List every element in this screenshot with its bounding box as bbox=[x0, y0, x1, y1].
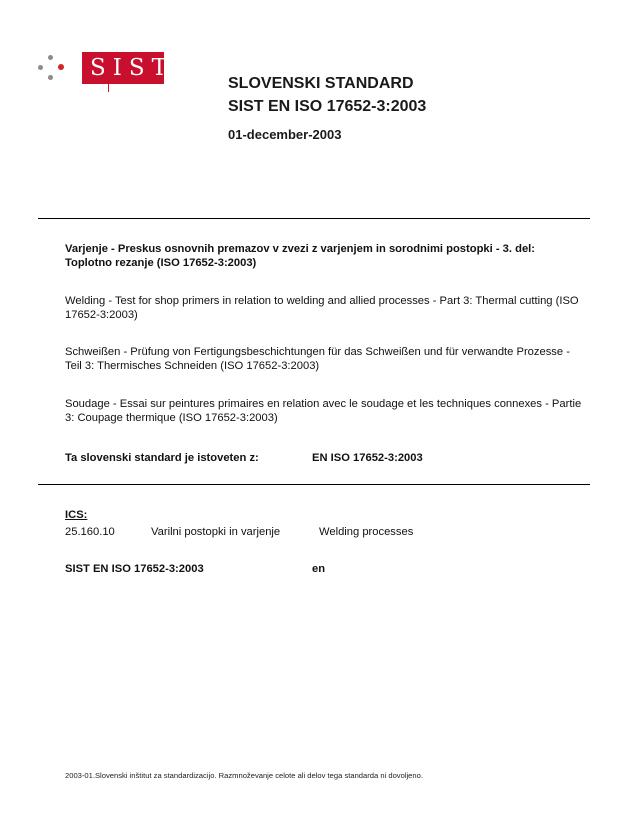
ics-english: Welding processes bbox=[319, 526, 414, 538]
logo-dot-icon bbox=[48, 75, 53, 80]
standard-type: SLOVENSKI STANDARD bbox=[228, 75, 414, 92]
title-french: Soudage - Essai sur peintures primaires en relation avec le soudage et les techniques connexes - Partie 3: Coupage thermique (ISO 17652-3:2003) bbox=[65, 398, 582, 424]
title-slovenian: Varjenje - Preskus osnovnih premazov v zvezi z varjenjem in sorodnimi postopki - 3. del: Toplotno rezanje (ISO 17652-3:2003) bbox=[65, 243, 536, 269]
divider-bottom bbox=[38, 484, 590, 485]
designation-code: SIST EN ISO 17652-3:2003 bbox=[65, 563, 204, 575]
standard-date: 01-december-2003 bbox=[228, 127, 342, 142]
title-english: Welding - Test for shop primers in relation to welding and allied processes - Part 3: Thermal cutting (ISO 17652-3:2003) bbox=[65, 295, 579, 321]
identical-value: EN ISO 17652-3:2003 bbox=[312, 452, 423, 464]
logo-dot-icon bbox=[58, 64, 64, 70]
logo-dot-icon bbox=[38, 65, 43, 70]
ics-label: ICS: bbox=[65, 509, 88, 521]
ics-slovenian: Varilni postopki in varjenje bbox=[151, 526, 281, 538]
logo-divider bbox=[108, 84, 109, 92]
identical-label: Ta slovenski standard je istoveten z: bbox=[65, 452, 259, 464]
logo-wordmark: SIST bbox=[82, 52, 164, 84]
standard-code: SIST EN ISO 17652-3:2003 bbox=[228, 98, 427, 115]
divider-top bbox=[38, 218, 590, 219]
ics-code: 25.160.10 bbox=[65, 526, 115, 538]
designation-lang: en bbox=[312, 563, 326, 575]
title-german: Schweißen - Prüfung von Fertigungsbeschichtungen für das Schweißen und für verwandte Prozesse - Teil 3: Thermisches Schneiden (ISO 17652-3:2003) bbox=[65, 346, 570, 372]
copyright-footer: 2003-01.Slovenski inštitut za standardizacijo. Razmnoževanje celote ali delov tega standarda ni dovoljeno. bbox=[65, 771, 423, 780]
logo-dot-icon bbox=[48, 55, 53, 60]
